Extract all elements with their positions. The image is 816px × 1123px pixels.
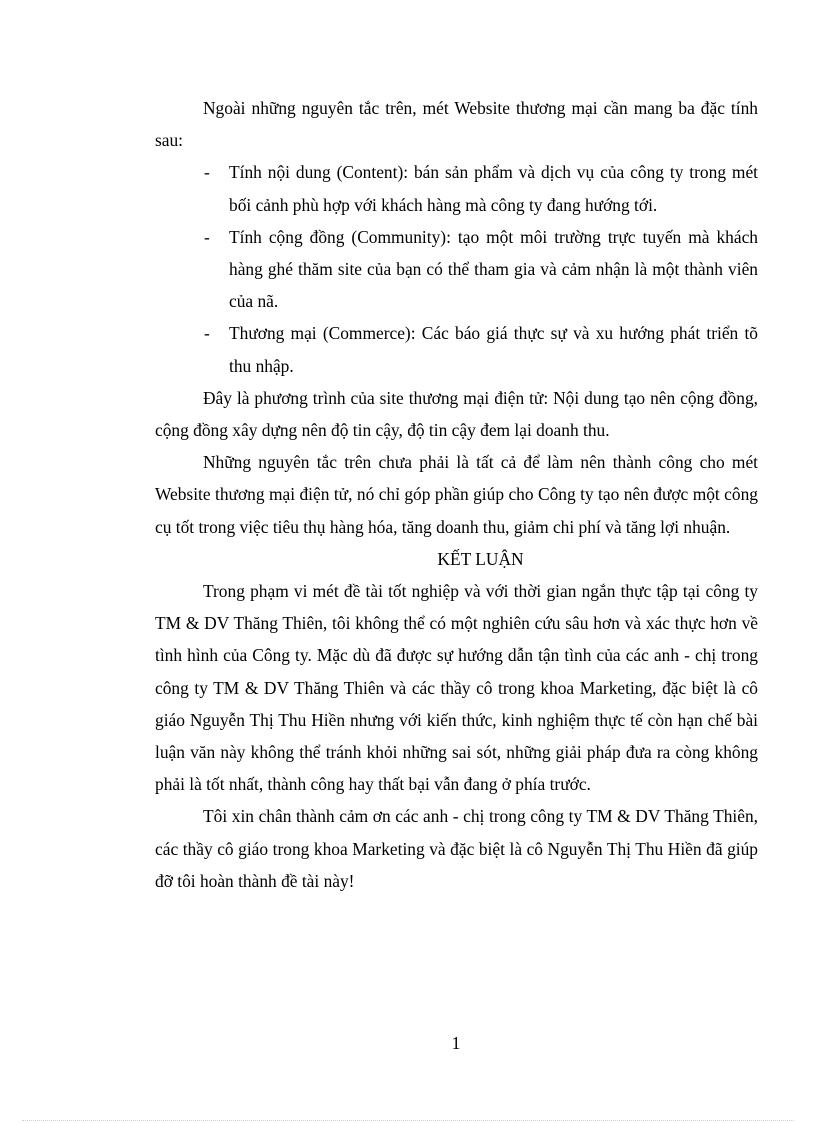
- page-bottom-divider: [22, 1120, 794, 1121]
- bullet-marker: -: [204, 162, 210, 183]
- list-item-commerce: [155, 317, 758, 381]
- list-item-text: Tính cộng đồng (Community): tạo một môi trường trực tuyến mà khách hàng ghé thăm site của bạn có thể tham gia và cảm nhận là một thành viên của nã.: [229, 226, 758, 312]
- list-item-content: [155, 156, 758, 220]
- page-number: 1: [451, 1033, 461, 1053]
- conclusion-heading: KẾT LUẬN: [437, 548, 524, 569]
- list-item-community: [155, 221, 758, 318]
- equation-paragraph: Đây là phương trình của site thương mại điện tử: Nội dung tạo nên cộng đồng, cộng đồng xây dựng nên độ tin cậy, độ tin cậy đem lại doanh thu.: [155, 387, 758, 441]
- principles-paragraph: Những nguyên tắc trên chưa phải là tất cả để làm nên thành công cho mét Website thương mại điện tử, nó chỉ góp phần giúp cho Công ty tạo nên được một công cụ tốt trong việc tiêu thụ hàng hóa, tăng doanh thu, giảm chi phí và tăng lợi nhuận.: [155, 452, 758, 537]
- list-item-text: Tính nội dung (Content): bán sản phẩm và dịch vụ của công ty trong mét bối cảnh phù hợp với khách hàng mà công ty đang hướng tới.: [229, 162, 758, 215]
- page-body: [155, 92, 758, 897]
- bullet-marker: -: [204, 323, 210, 344]
- thanks-paragraph: Tôi xin chân thành cảm ơn các anh - chị trong công ty TM & DV Thăng Thiên, các thầy cô giáo trong khoa Marketing và đặc biệt là cô Nguyễn Thị Thu Hiền đã giúp đỡ tôi hoàn thành đề tài này!: [155, 806, 758, 891]
- characteristics-list: [155, 156, 758, 381]
- intro-paragraph: Ngoài những nguyên tắc trên, mét Website thương mại cần mang ba đặc tính sau:: [155, 98, 758, 151]
- conclusion-paragraph: Trong phạm vi mét đề tài tốt nghiệp và với thời gian ngắn thực tập tại công ty TM & DV Thăng Thiên, tôi không thể có một nghiên cứu sâu hơn và xác thực hơn về tình hình của Công ty. Mặc dù đã được sự hướng dẫn tận tình của các anh - chị trong công ty TM & DV Thăng Thiên và các thầy cô trong khoa Marketing, đặc biệt là cô giáo Nguyễn Thị Thu Hiền nhưng với kiến thức, kinh nghiệm thực tế còn hạn chế bài luận văn này không thể tránh khỏi những sai sót, những giải pháp đưa ra còng không phải là tốt nhất, thành công hay thất bại vẫn đang ở phía trước.: [155, 581, 758, 795]
- list-item-text: Thương mại (Commerce): Các báo giá thực sự và xu hướng phát triển tõ thu nhập.: [229, 323, 758, 376]
- bullet-marker: -: [204, 226, 210, 247]
